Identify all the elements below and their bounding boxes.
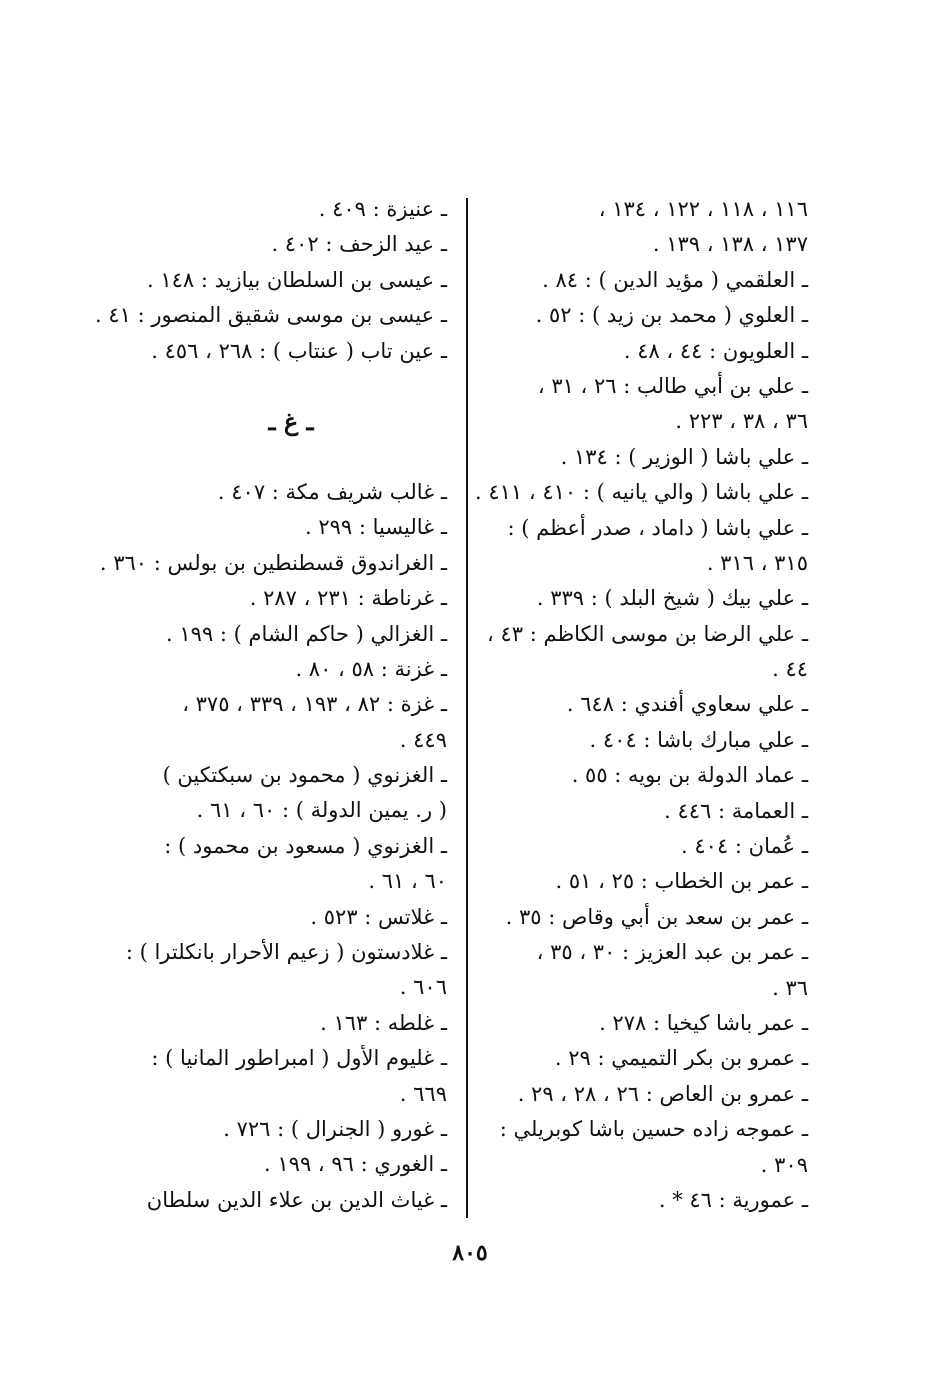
index-entry-line: ـ عمر باشا كيخيا : ٢٧٨ . (599, 1010, 808, 1035)
index-entry-line: ـ عمر بن سعد بن أبي وقاص : ٣٥ . (505, 904, 808, 929)
index-entry-line: ـ عيد الزحف : ٤٠٢ . (271, 232, 447, 257)
index-entry-line: ـ الغزنوي ( محمود بن سبكتكين ) (162, 763, 447, 788)
index-entry-line: ـ عمورية : ٤٦ * . (658, 1187, 808, 1212)
index-entry-line: ـ غاليسيا : ٢٩٩ . (304, 515, 447, 540)
index-entry-line: ـ العلقمي ( مؤيد الدين ) : ٨٤ . (542, 267, 808, 292)
index-entry-line: ٤٤ . (772, 657, 808, 682)
index-entry-line: ـ عمر بن الخطاب : ٢٥ ، ٥١ . (555, 869, 808, 894)
index-entry-line: ـ عمر بن عبد العزيز : ٣٠ ، ٣٥ ، (536, 940, 808, 965)
index-entry-line: ـ عين تاب ( عنتاب ) : ٢٦٨ ، ٤٥٦ . (151, 338, 447, 363)
index-entry-line: ـ عمرو بن بكر التميمي : ٢٩ . (554, 1046, 808, 1071)
index-entry-line: ـ غورو ( الجنرال ) : ٧٢٦ . (223, 1116, 447, 1141)
index-entry-line: ١٣٧ ، ١٣٨ ، ١٣٩ . (652, 232, 808, 257)
index-entry-line: ـ غياث الدين بن علاء الدين سلطان (146, 1187, 447, 1212)
index-entry-line: ـ علي سعاوي أفندي : ٦٤٨ . (566, 692, 808, 717)
index-entry-line: ٦٠٦ . (399, 975, 447, 1000)
index-entry-line: ـ عمرو بن العاص : ٢٦ ، ٢٨ ، ٢٩ . (517, 1081, 808, 1106)
index-entry-line: ٣٦ . (772, 975, 808, 1000)
index-entry-line: ـ غلادستون ( زعيم الأحرار بانكلترا ) : (125, 940, 447, 965)
index-entry-line: ـ غالب شريف مكة : ٤٠٧ . (217, 479, 447, 504)
index-entry-line: ـ عيسى بن موسى شقيق المنصور : ٤١ . (95, 303, 447, 328)
index-entry-line: ـ علي بن أبي طالب : ٢٦ ، ٣١ ، (537, 373, 808, 398)
index-entry-line: ـ عيسى بن السلطان بيازيد : ١٤٨ . (147, 267, 447, 292)
index-entry-line: ـ علي بيك ( شيخ البلد ) : ٣٣٩ . (536, 586, 808, 611)
index-entry-line: ـ عماد الدولة بن بويه : ٥٥ . (571, 763, 808, 788)
index-entry-line: ٣٦ ، ٣٨ ، ٢٢٣ . (675, 409, 808, 434)
index-entry-line: ـ عنيزة : ٤٠٩ . (318, 197, 447, 221)
index-entry-line: ـ علي مبارك باشا : ٤٠٤ . (589, 727, 808, 752)
index-entry-line: ـ علي الرضا بن موسى الكاظم : ٤٣ ، (487, 621, 808, 646)
index-entry-line: ـ العلويون : ٤٤ ، ٤٨ . (623, 338, 808, 363)
column-divider (466, 198, 468, 1218)
index-entry-line: ـ علي باشا ( داماد ، صدر أعظم ) : (507, 515, 808, 540)
index-entry-line: ـ الغوري : ٩٦ ، ١٩٩ . (264, 1152, 447, 1177)
index-entry-line: ـ العلوي ( محمد بن زيد ) : ٥٢ . (535, 303, 808, 328)
index-entry-line: ـ عموجه زاده حسين باشا كوبريلي : (499, 1117, 808, 1142)
index-entry-line: ( ر. يمين الدولة ) : ٦٠ ، ٦١ . (196, 798, 447, 823)
index-entry-line: ـ الغراندوق قسطنطين بن بولس : ٣٦٠ . (99, 550, 447, 575)
index-column-left (95, 192, 447, 1218)
index-entry-line: ٤٤٩ . (399, 727, 447, 752)
index-entry-line: ـ عُمان : ٤٠٤ . (681, 834, 808, 859)
index-entry-line: ١١٦ ، ١١٨ ، ١٢٢ ، ١٣٤ ، (598, 197, 808, 221)
index-entry-line: ـ الغزنوي ( مسعود بن محمود ) : (164, 833, 447, 858)
index-entry-line: ٣٠٩ . (760, 1152, 808, 1177)
index-column-right (475, 192, 808, 1218)
index-group-ayn-end (95, 192, 447, 369)
index-entry-line: ـ غزة : ٨٢ ، ١٩٣ ، ٣٣٩ ، ٣٧٥ ، (182, 692, 447, 717)
index-entry-line: ـ غزنة : ٥٨ ، ٨٠ . (295, 656, 447, 681)
index-entry-line: ـ غلطه : ١٦٣ . (320, 1010, 447, 1035)
index-entry-line: ـ علي باشا ( الوزير ) : ١٣٤ . (560, 444, 808, 469)
index-group-ghayn (99, 475, 447, 1218)
page-number: ٨٠٥ (452, 1240, 488, 1266)
index-entry-line: ـ غليوم الأول ( امبراطور المانيا ) : (151, 1046, 447, 1071)
index-entry-line: ٦٦٩ . (399, 1081, 447, 1106)
section-letter-ghayn: ـ غ ـ (268, 406, 314, 436)
index-entry-line: ـ الغزالي ( حاكم الشام ) : ١٩٩ . (166, 621, 447, 646)
index-entry-line: ـ غرناطة : ٢٣١ ، ٢٨٧ . (249, 586, 447, 611)
index-entry-line: ٦٠ ، ٦١ . (368, 869, 447, 894)
index-entry-line: ـ العمامة : ٤٤٦ . (664, 798, 808, 823)
index-entry-line: ـ غلاتس : ٥٢٣ . (310, 904, 447, 929)
index-entry-line: ٣١٥ ، ٣١٦ . (706, 550, 808, 575)
index-entry-line: ـ علي باشا ( والي يانيه ) : ٤١٠ ، ٤١١ . (475, 480, 808, 505)
